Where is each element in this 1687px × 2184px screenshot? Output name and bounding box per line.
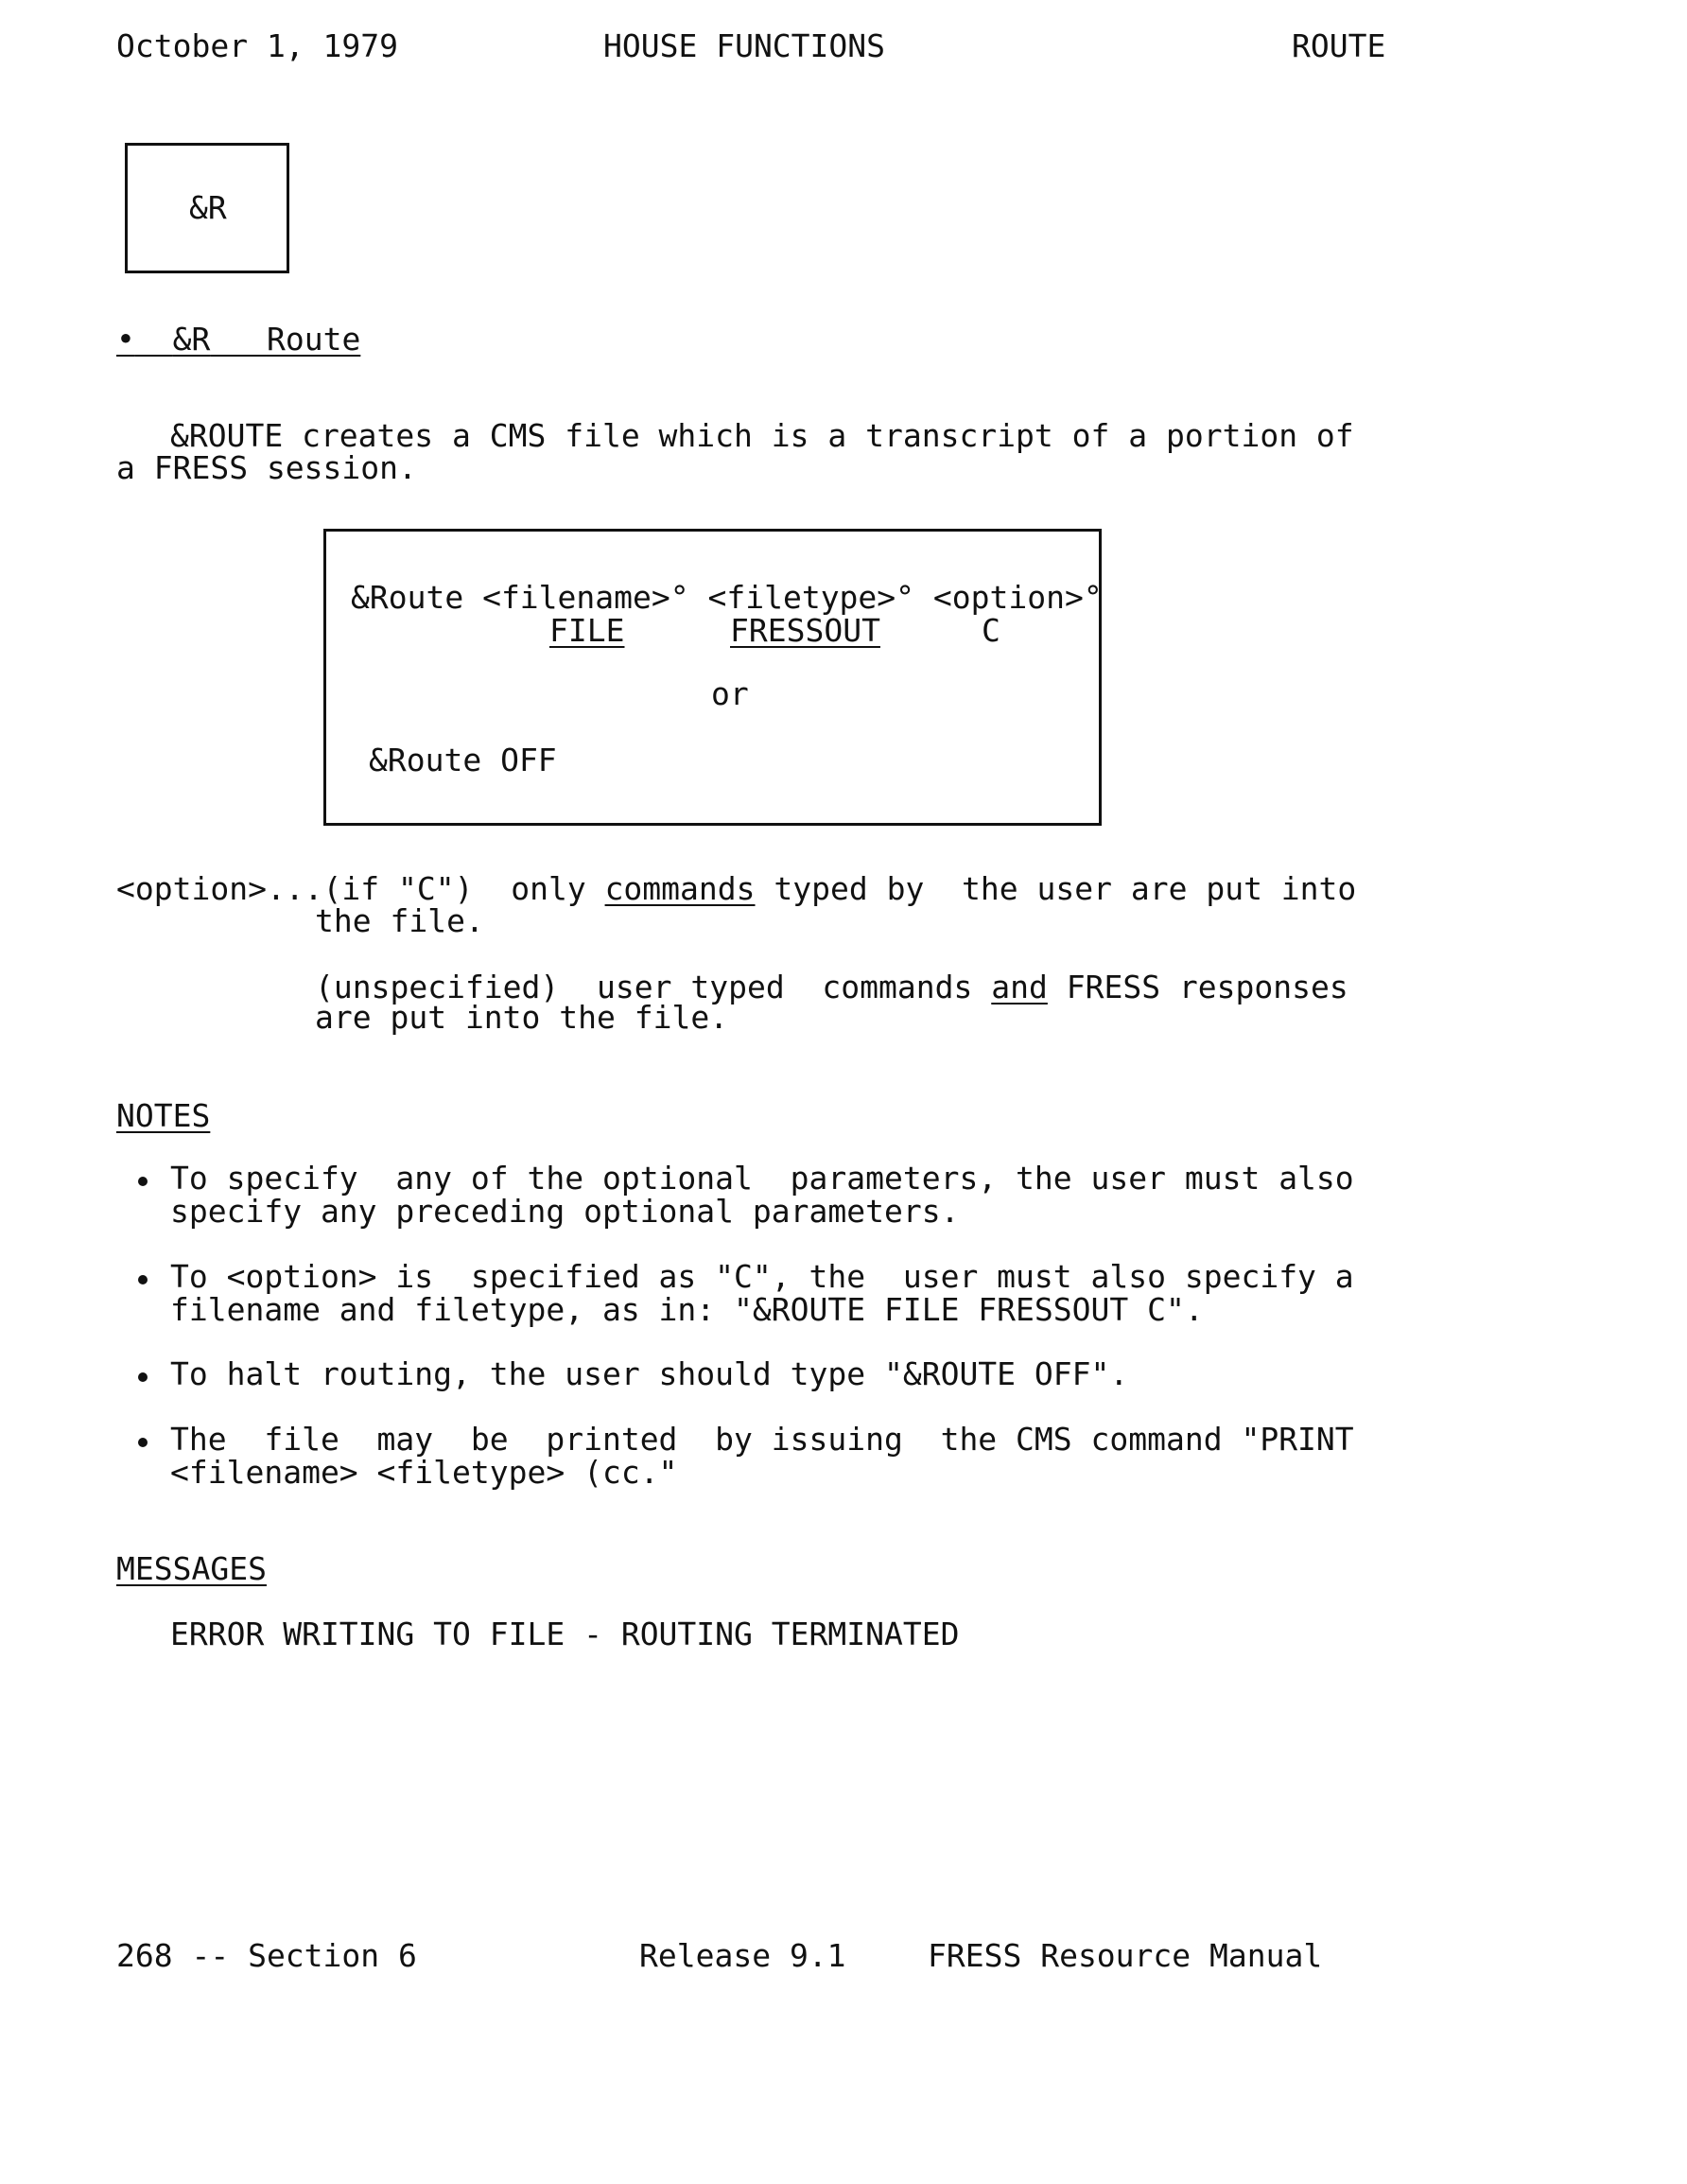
note-2-line-1: To <option> is specified as "C", the user must also specify a — [170, 1258, 1354, 1295]
footer-release: Release 9.1 — [639, 1937, 846, 1974]
section-heading — [116, 323, 360, 356]
footer-page: 268 -- Section 6 — [116, 1937, 417, 1974]
header-topic: ROUTE — [1292, 27, 1386, 64]
command-tag-box — [125, 143, 289, 273]
option-c-line-2: the file. — [315, 902, 484, 939]
option-unspecified-prefix: (unspecified) user typed commands — [315, 969, 992, 1005]
default-filetype: FRESSOUT — [730, 612, 880, 649]
messages-heading: MESSAGES — [116, 1550, 267, 1587]
option-unspecified-emphasis: and — [991, 969, 1048, 1005]
note-4-line-2: <filename> <filetype> (cc." — [170, 1454, 678, 1491]
option-unspecified-suffix: FRESS responses — [1047, 969, 1348, 1005]
message-item: ERROR WRITING TO FILE - ROUTING TERMINATED — [170, 1616, 960, 1652]
header-section-title: HOUSE FUNCTIONS — [603, 27, 886, 64]
note-bullet-icon — [138, 1438, 148, 1447]
option-c-prefix: <option>...(if "C") only — [116, 870, 605, 907]
intro-line-1: &ROUTE creates a CMS file which is a transcript of a portion of — [170, 417, 1354, 454]
command-tag-label: &R — [189, 189, 227, 226]
note-bullet-icon — [138, 1177, 148, 1186]
note-2-line-2: filename and filetype, as in: "&ROUTE FILE FRESSOUT C". — [170, 1291, 1204, 1328]
heading-code: &R — [172, 321, 211, 358]
note-bullet-icon — [138, 1372, 148, 1382]
heading-bullet: • — [116, 321, 135, 358]
option-c-suffix: typed by the user are put into — [755, 870, 1357, 907]
option-c-emphasis: commands — [604, 870, 756, 907]
footer-manual: FRESS Resource Manual — [928, 1937, 1323, 1974]
default-option: C — [982, 612, 1000, 649]
note-1-line-1: To specify any of the optional parameters, the user must also — [170, 1160, 1354, 1197]
default-filename: FILE — [549, 612, 625, 649]
note-1-line-2: specify any preceding optional parameters. — [170, 1193, 960, 1230]
heading-name: Route — [266, 321, 361, 358]
note-4-line-1: The file may be printed by issuing the CMS command "PRINT — [170, 1421, 1354, 1458]
note-bullet-icon — [138, 1275, 148, 1284]
intro-line-2: a FRESS session. — [116, 449, 417, 486]
option-c-line-1 — [116, 872, 1356, 905]
syntax-or: or — [711, 675, 749, 712]
header-date: October 1, 1979 — [116, 27, 399, 64]
option-unspecified-line-2: are put into the file. — [315, 999, 729, 1036]
syntax-off-line: &Route OFF — [369, 742, 557, 778]
notes-heading: NOTES — [116, 1097, 211, 1134]
syntax-line: &Route <filename>° <filetype>° <option>° — [351, 579, 1103, 616]
note-3-line-1: To halt routing, the user should type "&ROUTE OFF". — [170, 1355, 1129, 1392]
